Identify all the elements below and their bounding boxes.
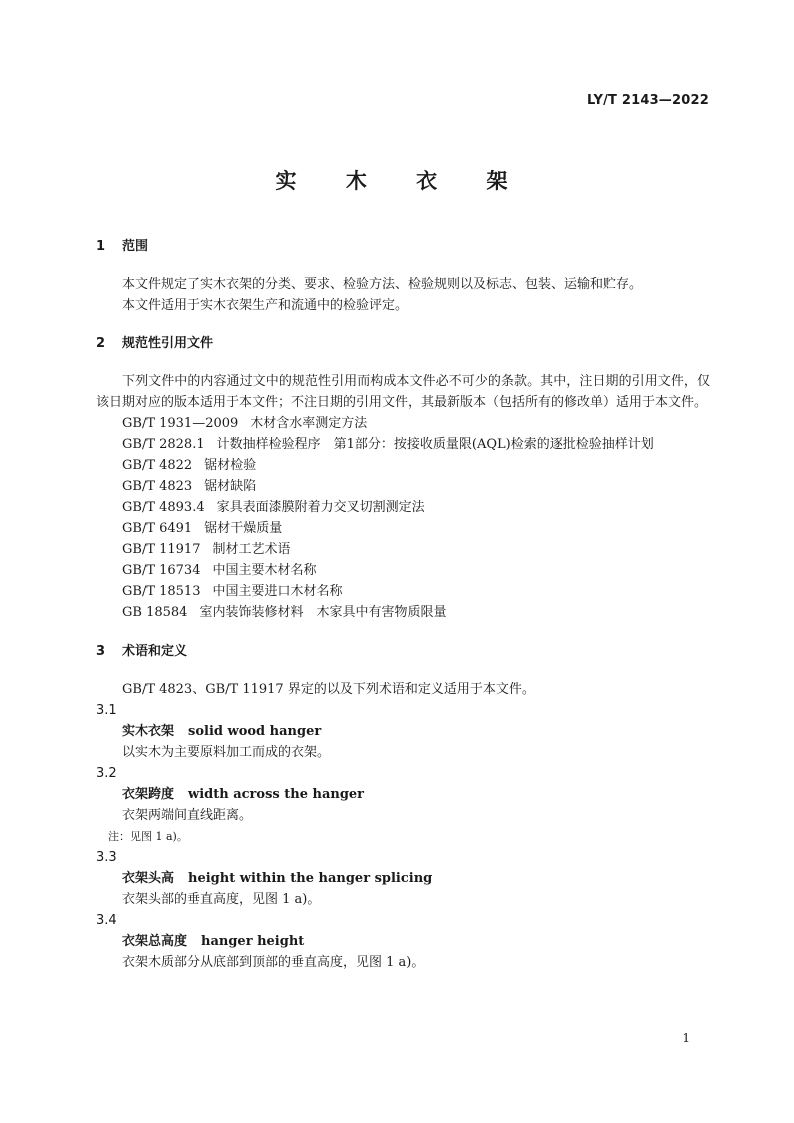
reference-list <box>96 413 710 623</box>
term-heading <box>96 721 710 742</box>
section-title: 术语和定义 <box>122 644 188 659</box>
reference-name: 制材工艺术语 <box>212 542 291 557</box>
reference-code: GB/T 1931—2009 <box>122 416 239 431</box>
section-3-heading <box>96 641 710 662</box>
scope-paragraph: 本文件适用于实木衣架生产和流通中的检验评定。 <box>122 298 409 313</box>
section-number: 2 <box>96 336 106 351</box>
reference-name: 锯材检验 <box>204 458 257 473</box>
clause-number: 3.1 <box>96 703 117 718</box>
term-heading <box>96 868 710 889</box>
reference-code: GB/T 2828.1 <box>122 437 205 452</box>
term-definition: 以实木为主要原料加工而成的衣架。 <box>122 745 331 760</box>
reference-name: 锯材干燥质量 <box>204 521 283 536</box>
reference-code: GB/T 16734 <box>122 563 201 578</box>
term-chinese: 衣架跨度 <box>122 787 175 802</box>
term-definition: 衣架两端间直线距离。 <box>122 808 253 823</box>
reference-item <box>96 581 710 602</box>
section-number: 1 <box>96 239 106 254</box>
reference-name: 中国主要进口木材名称 <box>212 584 343 599</box>
reference-name: 计数抽样检验程序 第1部分：按接收质量限(AQL)检索的逐批检验抽样计划 <box>216 437 654 452</box>
term-entry <box>96 763 710 847</box>
term-entry <box>96 847 710 910</box>
reference-item <box>96 434 710 455</box>
reference-name: 中国主要木材名称 <box>212 563 317 578</box>
section-2-heading <box>96 333 710 354</box>
reference-item <box>96 539 710 560</box>
reference-item <box>96 476 710 497</box>
reference-code: GB/T 6491 <box>122 521 193 536</box>
reference-name: 家具表面漆膜附着力交叉切割测定法 <box>216 500 425 515</box>
document-title: 实 木 衣 架 <box>275 169 529 193</box>
reference-code: GB/T 4822 <box>122 458 193 473</box>
reference-name: 木材含水率测定方法 <box>250 416 368 431</box>
term-english: height within the hanger splicing <box>188 871 433 886</box>
reference-code: GB/T 11917 <box>122 542 201 557</box>
clause-number: 3.3 <box>96 850 117 865</box>
reference-code: GB/T 18513 <box>122 584 201 599</box>
term-chinese: 衣架总高度 <box>122 934 188 949</box>
term-english: width across the hanger <box>188 787 365 802</box>
terms-intro: GB/T 4823、GB/T 11917 界定的以及下列术语和定义适用于本文件。 <box>122 682 535 697</box>
term-chinese: 衣架头高 <box>122 871 175 886</box>
term-english: solid wood hanger <box>188 724 322 739</box>
term-note: 注：见图 1 a)。 <box>108 830 188 843</box>
scope-paragraph: 本文件规定了实木衣架的分类、要求、检验方法、检验规则以及标志、包装、运输和贮存。 <box>122 277 643 292</box>
section-title: 规范性引用文件 <box>122 336 214 351</box>
reference-name: 室内装饰装修材料 木家具中有害物质限量 <box>199 605 447 620</box>
term-definition: 衣架头部的垂直高度，见图 1 a)。 <box>122 892 321 907</box>
reference-code: GB 18584 <box>122 605 188 620</box>
term-heading <box>96 931 710 952</box>
reference-item <box>96 602 710 623</box>
section-number: 3 <box>96 644 106 659</box>
clause-number: 3.2 <box>96 766 117 781</box>
reference-item <box>96 497 710 518</box>
standard-number: LY/T 2143—2022 <box>587 93 709 108</box>
term-heading <box>96 784 710 805</box>
references-intro: 下列文件中的内容通过文中的规范性引用而构成本文件必不可少的条款。其中，注日期的引用文件，仅该日期对应的版本适用于本文件；不注日期的引用文件，其最新版本（包括所有的修改单）适用于本文件。 <box>96 374 710 410</box>
section-title: 范围 <box>122 239 149 254</box>
page-number: 1 <box>682 1031 690 1045</box>
reference-item <box>96 560 710 581</box>
section-1-heading <box>96 236 710 257</box>
document-body <box>96 236 710 973</box>
reference-item <box>96 518 710 539</box>
term-definition: 衣架木质部分从底部到顶部的垂直高度，见图 1 a)。 <box>122 955 425 970</box>
term-chinese: 实木衣架 <box>122 724 175 739</box>
reference-name: 锯材缺陷 <box>204 479 257 494</box>
reference-item <box>96 455 710 476</box>
reference-code: GB/T 4893.4 <box>122 500 205 515</box>
reference-item <box>96 413 710 434</box>
term-entry <box>96 700 710 763</box>
clause-number: 3.4 <box>96 913 117 928</box>
reference-code: GB/T 4823 <box>122 479 193 494</box>
term-entry <box>96 910 710 973</box>
term-english: hanger height <box>201 934 305 949</box>
